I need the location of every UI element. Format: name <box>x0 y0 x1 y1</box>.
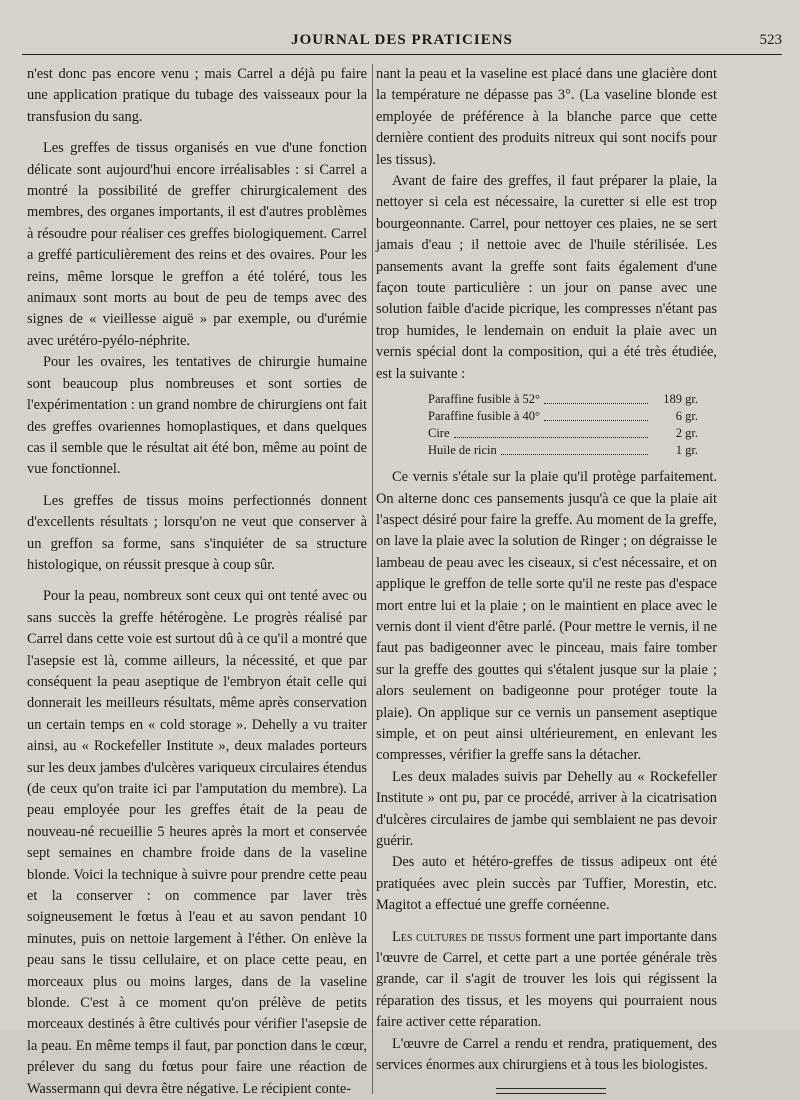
ingredient-qty: 2 gr. <box>675 426 698 441</box>
paragraph: Les greffes de tissus moins perfectionnés donnent d'excellents résultats ; lorsqu'on ne veut que conserver à un greffon sa forme, sans s'inquiéter de sa structure histologique, on réussit presque à coup sûr. <box>27 492 367 573</box>
page-header <box>22 30 782 55</box>
paragraph: Pour les ovaires, les tentatives de chirurgie humaine sont beaucoup plus nombreuses et sont sorties de l'expérimentation : un grand nombre de chirurgiens ont fait des greffes ovariennes homoplastiques, et dans quelques cas il semble que le résultat ait été bon, même au point de vue fonctionnel. <box>27 354 367 478</box>
paragraph: Pour la peau, nombreux sont ceux qui ont tenté avec ou sans succès la greffe hétérogène. Le progrès réalisé par Carrel dans cette voie est surtout dû à ce qu'il a montré que l'asepsie est là, comme ailleurs, la nécessité, et que par conséquent la peau aseptique de l'embryon était celle qui donnerait les meilleurs résultats, même après conservation un certain temps en « cold storage ». Dehelly a vu traiter ainsi, au « Rockefeller Institute », deux malades porteurs sur les deux jambes d'ulcères variqueux circulaires étendus (de ceux qu'on traite ici par l'amputation du membre). La peau employée pour les greffes était de la peau de nouveau-né recueillie 5 heures après la mort et conservée sept semaines en chambre froide dans de la vaseline blonde. Voici la technique à suivre pour prendre cette peau et la conserver : on commence par laver très soigneusement le fœtus à l'eau et au savon pendant 10 minutes, puis on nettoie largement à l'éther. On enlève la peau sans le tissu cellulaire, et on place cette peau, en morceaux plus ou moins larges, dans de la vaseline blonde. C'est à ce moment qu'on prélève de petits morceaux destinés à être cultivés pour vérifier l'asepsie de la peau. En même temps il faut, par ponction dans le cœur, prélever du sang du fœtus pour faire une réaction de Wassermann qui devra être négative. Le récipient conte- <box>27 588 367 1097</box>
section-lead: Les cultures de tissus <box>392 928 522 945</box>
recipe-row <box>428 408 698 425</box>
varnish-recipe <box>428 391 698 459</box>
ingredient-name: Paraffine fusible à 40° <box>428 409 541 424</box>
ingredient-name: Cire <box>428 426 450 441</box>
ingredient-qty: 189 gr. <box>663 392 698 407</box>
paragraph: Les deux malades suivis par Dehelly au « Rockefeller Institute » ont pu, par ce procédé, arriver à la cicatrisation d'ulcères circulaires de jambe qui semblaient ne pas devoir guérir. <box>376 768 717 849</box>
recipe-row <box>428 425 698 442</box>
paragraph: L'œuvre de Carrel a rendu et rendra, pratiquement, des services énormes aux chirurgiens et à tous les biologistes. <box>376 1035 717 1074</box>
page-number: 523 <box>759 32 782 48</box>
paragraph: Les greffes de tissus organisés en vue d'une fonction délicate sont aujourd'hui encore irréalisables : si Carrel a montré la possibilité de greffer chirurgicalement des membres, des organes importants, il est d'autres problèmes à résoudre pour réaliser ces greffes biologiquement. Carrel a greffé particulièrement des reins et des ovaires. Pour les reins, même lorsque le greffon a été toléré, tous les animaux sont morts au bout de peu de temps avec des signes de « vieillesse aiguë » par exemple, ou d'urémie avec urétéro-pyélo-néphrite. <box>27 140 367 349</box>
journal-title: JOURNAL DES PRATICIENS <box>291 32 513 48</box>
left-column <box>27 64 367 1100</box>
ingredient-qty: 1 gr. <box>675 443 698 458</box>
closing-rule <box>496 1088 606 1094</box>
recipe-row <box>428 442 698 459</box>
recipe-row <box>428 391 698 408</box>
paragraph: nant la peau et la vaseline est placé dans une glacière dont la température ne dépasse pas 3°. (La vaseline blonde est employée de préférence à la blanche parce que cette dernière contient des produits nitreux qui sont nocifs pour les tissus). <box>376 66 717 168</box>
right-column <box>372 64 717 1094</box>
paragraph <box>376 927 717 1034</box>
ingredient-name: Huile de ricin <box>428 443 497 458</box>
section-text: forment une part importante dans l'œuvre de Carrel, et cette part a une portée générale très grande, car il s'agit de trouver les lois qui régissent la réparation des tissus, et les moyens qui pourraient nous faire activer cette réparation. <box>376 928 717 1031</box>
paragraph: Ce vernis s'étale sur la plaie qu'il protège parfaitement. On alterne donc ces pansements jusqu'à ce que la plaie ait l'aspect désiré pour faire la greffe. Au moment de la greffe, on lave la plaie avec la solution de Ringer ; on dégraisse le lambeau de peau avec les ciseaux, si c'est nécessaire, et on applique le greffon de telle sorte qu'il ne reste pas d'espace mort entre lui et la plaie ; on le maintient en place avec le vernis dont il vient d'être parlé. (Pour mettre le vernis, il ne faut pas badigeonner avec le pinceau, mais faire tomber sur la greffe des gouttes qui s'étalent jusque sur la plaie ; alors seulement on badigeonne pour protéger toute la plaie). On applique sur ce vernis un pansement aseptique simple, et on peut ainsi ultérieurement, en enlevant les compresses, vérifier la greffe sans la détacher. <box>376 469 717 764</box>
paragraph: Avant de faire des greffes, il faut préparer la plaie, la nettoyer si cela est nécessaire, la curetter si elle est trop bourgeonnante. Carrel, pour nettoyer ces plaies, ne se sert jamais d'eau ; il nettoie avec de l'huile stérilisée. Les pansements avant la greffe sont faits également d'une façon toute particulière : un jour on panse avec une solution faible d'acide picrique, les compresses n'étant pas trop humides, le lendemain on enduit la plaie avec un vernis spécial dont la composition, qui a été très étudiée, est la suivante : <box>376 173 717 382</box>
ingredient-name: Paraffine fusible à 52° <box>428 392 541 407</box>
ingredient-qty: 6 gr. <box>675 409 698 424</box>
paragraph: Des auto et hétéro-greffes de tissus adipeux ont été pratiquées avec plein succès par Tuffier, Morestin, etc. Magitot a effectué une greffe cornéenne. <box>376 854 717 914</box>
paragraph: n'est donc pas encore venu ; mais Carrel a déjà pu faire une application pratique du tubage des vaisseaux pour la transfusion du sang. <box>27 66 367 125</box>
